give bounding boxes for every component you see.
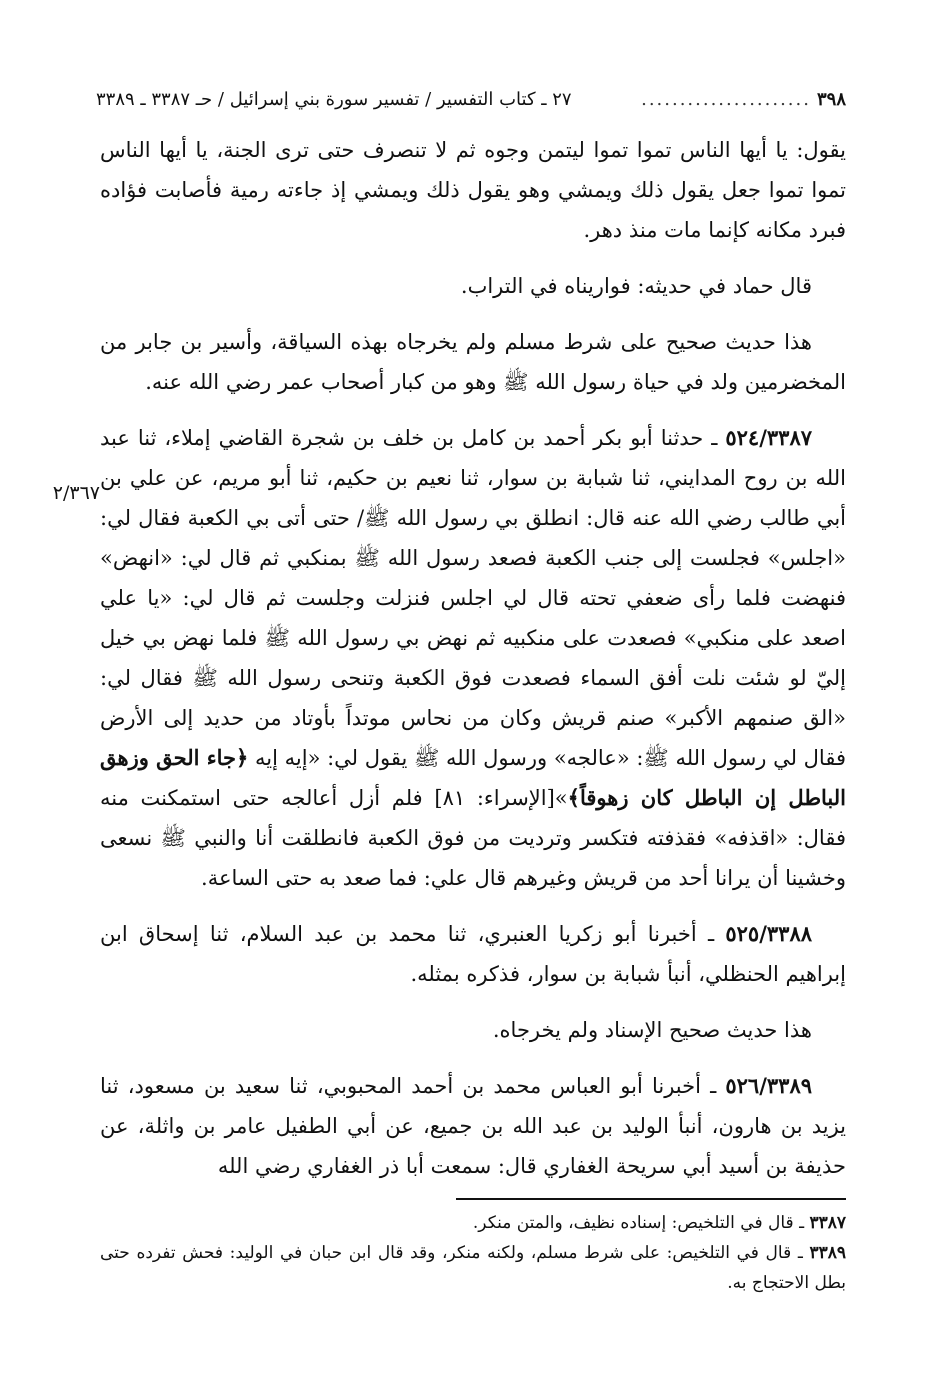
hadith-text-continued: »[الإسراء: ٨١] فلم أزل أعالجه حتى استمكنت منه فقال: «اقذفه» فقذفته فتكسر وترديت من فوق الكعبة فانطلقت أنا والنبي ﷺ نسعى وخشينا أن يرانا أحد من قريش وغيرهم قال علي: فما صعد به حتى الساعة.: [100, 786, 846, 890]
footnote-divider: [456, 1198, 846, 1200]
footnote-number: ٣٣٨٧: [809, 1213, 846, 1233]
footnote-text: ـ قال في التلخيص: إسناده نظيف، والمتن منكر.: [472, 1213, 805, 1233]
paragraph-1: يقول: يا أيها الناس تموا تموا ليتمن وجوه ثم لا تنصرف حتى ترى الجنة، يا أيها الناس تموا تموا جعل يقول ذلك ويمشي وهو يقول ذلك ويمشي إذ جاءته رمية فأصابت فؤاده فبرد مكانه كإنما مات منذ دهر.: [100, 138, 846, 242]
paragraph-3: هذا حديث صحيح على شرط مسلم ولم يخرجاه بهذه السياقة، وأسير بن جابر من المخضرمين ولد في حياة رسول الله ﷺ وهو من كبار أصحاب عمر رضي الله عنه.: [100, 330, 846, 394]
quran-verse: ﴿جاء الحق وزهق الباطل إن الباطل كان زهوقاً﴾: [99, 745, 846, 810]
footnote-3387: [100, 1208, 846, 1238]
hadith-text: ـ حدثنا أبو بكر أحمد بن كامل بن خلف بن شجرة القاضي إملاء، ثنا عبد الله بن روح المدايني، ثنا شبابة بن سوار، ثنا نعيم بن حكيم، ثنا أبو مريم، عن علي بن أبي طالب رضي الله عنه قال: انطلق بي رسول الله ﷺ/ حتى أتى بي الكعبة فقال لي: «اجلس» فجلست إلى جنب الكعبة فصعد رسول الله ﷺ بمنكبي ثم قال لي: «انهض» فنهضت فلما رأى ضعفي تحته قال لي اجلس فنزلت وجلست ثم قال لي: «يا علي اصعد على منكبي» فصعدت على منكبيه ثم نهض بي رسول الله ﷺ فلما نهض بي خيل إليّ لو شئت نلت أفق السماء فصعدت فوق الكعبة وتنحى رسول الله ﷺ فقال لي: «الق صنمهم الأكبر» صنم قريش وكان من نحاس موتداً بأوتاد من حديد إلى الأرض فقال لي رسول الله ﷺ: «عالجه» ورسول الله ﷺ يقول لي: «إيه إيه: [100, 426, 846, 770]
hadith-text: ـ أخبرنا أبو العباس محمد بن أحمد المحبوبي، ثنا سعيد بن مسعود، ثنا يزيد بن هارون، أنبأ الوليد بن عبد الله بن جميع، عن أبي الطفيل عامر بن واثلة، عن حذيفة بن أسيد أبي سريحة الغفاري قال: سمعت أبا ذر الغفاري رضي الله: [100, 1074, 846, 1178]
hadith-number: ٥٢٦/٣٣٨٩: [725, 1073, 812, 1098]
footnotes: [100, 1208, 846, 1298]
grading-paragraph: هذا حديث صحيح الإسناد ولم يخرجاه.: [492, 1018, 812, 1042]
hadith-3387: [100, 418, 846, 898]
header-leader-dots: ......................: [641, 88, 811, 110]
footnote-text: ـ قال في التلخيص: على شرط مسلم، ولكنه منكر، وقد قال ابن حبان في الوليد: فحش تفرده حتى بطل الاحتجاج به.: [100, 1243, 846, 1293]
footnote-number: ٣٣٨٩: [809, 1243, 846, 1263]
hadith-3388: [100, 914, 846, 994]
header-title: ٢٧ ـ كتاب التفسير / تفسير سورة بني إسرائيل / حـ ٣٣٨٧ ـ ٣٣٨٩: [96, 88, 572, 110]
footnote-3389: [100, 1238, 846, 1298]
running-header: [96, 82, 846, 116]
paragraph-2: قال حماد في حديثه: فواريناه في التراب.: [460, 274, 812, 298]
main-text: [100, 130, 846, 1202]
hadith-3389: [100, 1066, 846, 1186]
page-number: ٣٩٨: [816, 88, 846, 110]
hadith-number: ٥٢٤/٣٣٨٧: [725, 425, 812, 450]
hadith-number: ٥٢٥/٣٣٨٨: [725, 921, 812, 946]
hadith-text: ـ أخبرنا أبو زكريا العنبري، ثنا محمد بن عبد السلام، ثنا إسحاق ابن إبراهيم الحنظلي، أنبأ شبابة بن سوار، فذكره بمثله.: [100, 922, 846, 986]
margin-reference: ٢/٣٦٧: [52, 482, 100, 504]
